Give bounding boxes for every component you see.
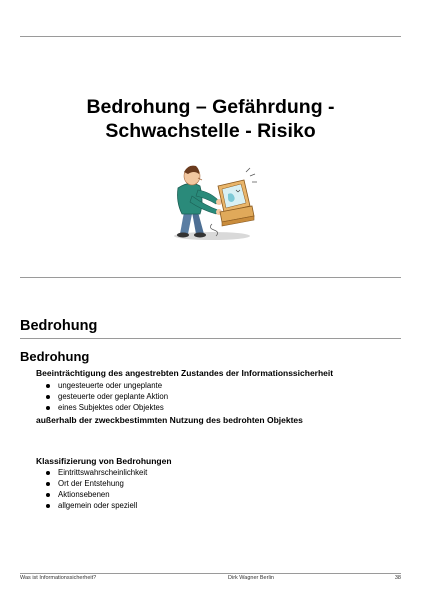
notes-subtitle: Bedrohung xyxy=(20,349,90,364)
notes-section-title: Bedrohung xyxy=(20,318,98,334)
list-item: Ort der Entstehung xyxy=(46,478,147,489)
footer-left: Was ist Informationssicherheit? xyxy=(20,575,97,581)
footer-rule xyxy=(20,573,401,574)
block-1-heading: Beeinträchtigung des angestrebten Zustandes der Informationssicherheit xyxy=(36,368,334,378)
block-3-list xyxy=(46,467,147,511)
list-item: ungesteuerte oder ungeplante xyxy=(46,380,168,391)
list-item: allgemein oder speziell xyxy=(46,500,147,511)
slide-title-line-1: Bedrohung – Gefährdung - xyxy=(86,96,335,118)
list-item: gesteuerte oder geplante Aktion xyxy=(46,391,168,402)
page-number: 38 xyxy=(394,575,401,581)
slide-separator-rule xyxy=(20,277,401,278)
section-rule xyxy=(20,338,401,339)
list-item: Eintrittswahrscheinlichkeit xyxy=(46,467,147,478)
slide-title-line-2: Schwachstelle - Risiko xyxy=(105,120,316,142)
frustrated-man-shaking-computer-icon xyxy=(162,162,258,242)
slide-title xyxy=(20,95,401,143)
block-3-heading: Klassifizierung von Bedrohungen xyxy=(36,456,172,466)
block-2-heading: außerhalb der zweckbestimmten Nutzung des bedrohten Objektes xyxy=(36,415,303,425)
top-rule xyxy=(20,36,401,37)
footer-center: Dirk Wagner Berlin xyxy=(228,575,274,581)
list-item: eines Subjektes oder Objektes xyxy=(46,402,168,413)
block-1-list xyxy=(46,380,168,413)
list-item: Aktionsebenen xyxy=(46,489,147,500)
